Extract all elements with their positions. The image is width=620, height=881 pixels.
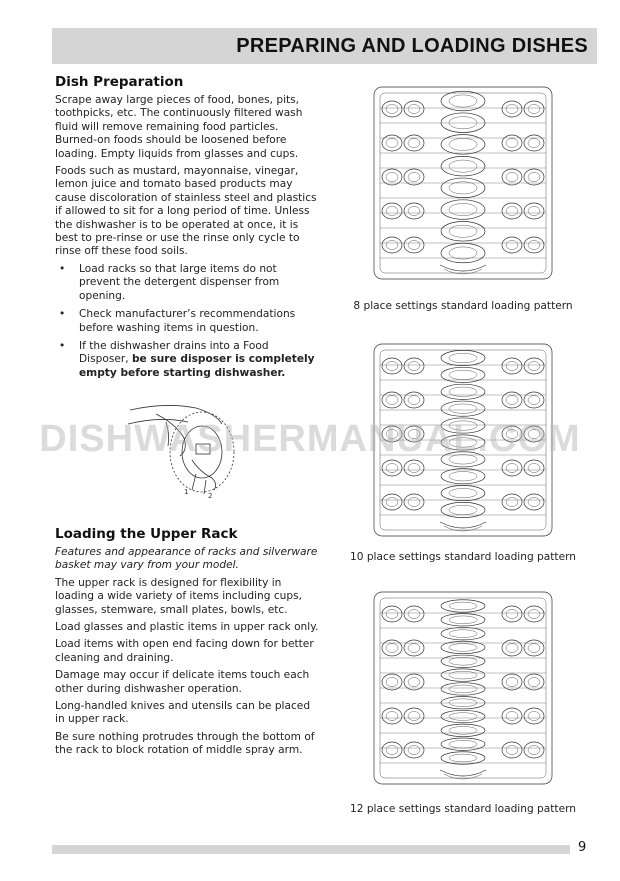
figure-caption-8: 8 place settings standard loading pattern (353, 300, 573, 312)
figure-caption-10: 10 place settings standard loading pattern (349, 551, 576, 563)
rack-12-place-figure (370, 588, 556, 788)
upper-rack-paragraph: Be sure nothing protrudes through the bottom of the rack to block rotation of middle spray arm. (55, 730, 315, 757)
bullet-text: Check manufacturer’s recommendations before washing items in question. (79, 308, 296, 334)
list-item (55, 340, 321, 380)
dish-prep-bullets (55, 263, 321, 380)
upper-rack-paragraph: Load items with open end facing down for better cleaning and draining. (55, 638, 314, 664)
dish-prep-paragraph: Foods such as mustard, mayonnaise, vinegar, lemon juice and tomato based products may cause discoloration of stainless steel and plastics if allowed to sit for a long period of time. Unless the dishwasher is to be operated at once, it is best to pre-rinse or use the rinse only cycle to rinse off these food soils. (55, 165, 317, 258)
upper-rack-heading: Loading the Upper Rack (55, 526, 238, 542)
page-title: PREPARING AND LOADING DISHES (236, 35, 588, 57)
upper-rack-paragraph: Long-handled knives and utensils can be placed in upper rack. (55, 700, 311, 726)
upper-rack-section (55, 526, 321, 762)
dish-preparation-heading: Dish Preparation (55, 74, 184, 90)
bullet-text: If the dishwasher drains into a Food Disposer, (79, 339, 269, 366)
footer-band (52, 845, 570, 854)
bullet-bold-warning: be sure disposer is completely empty before starting dishwasher. (79, 353, 315, 379)
bullet-icon: • (59, 308, 66, 321)
watermark: DISHWASHERMANUAL.COM (39, 418, 581, 460)
bullet-text: Load racks so that large items do not prevent the detergent dispenser from opening. (79, 262, 280, 302)
dish-prep-paragraph: Scrape away large pieces of food, bones, pits, toothpicks, etc. The continuously filtered wash fluid will remove remaining food particles. Burned-on foods should be loosened before loading. Empty liquids from glasses and cups. (55, 94, 303, 160)
list-item (55, 263, 321, 303)
bullet-icon: • (59, 339, 66, 352)
svg-text:1: 1 (184, 488, 189, 496)
bullet-icon: • (59, 262, 66, 275)
rack-8-place-figure (370, 83, 556, 283)
list-item (55, 308, 321, 335)
upper-rack-paragraph: The upper rack is designed for flexibility in loading a wide variety of items including cups, glasses, stemware, small plates, bowls, etc. (55, 576, 302, 616)
dish-preparation-section (55, 74, 321, 385)
figure-caption-12: 12 place settings standard loading pattern (349, 803, 576, 815)
svg-text:2: 2 (208, 492, 213, 500)
upper-rack-note: Features and appearance of racks and silverware basket may vary from your model. (55, 546, 318, 572)
upper-rack-paragraph: Damage may occur if delicate items touch each other during dishwasher operation. (55, 669, 310, 695)
page-number: 9 (578, 840, 587, 855)
upper-rack-paragraph: Load glasses and plastic items in upper rack only. (55, 621, 319, 634)
